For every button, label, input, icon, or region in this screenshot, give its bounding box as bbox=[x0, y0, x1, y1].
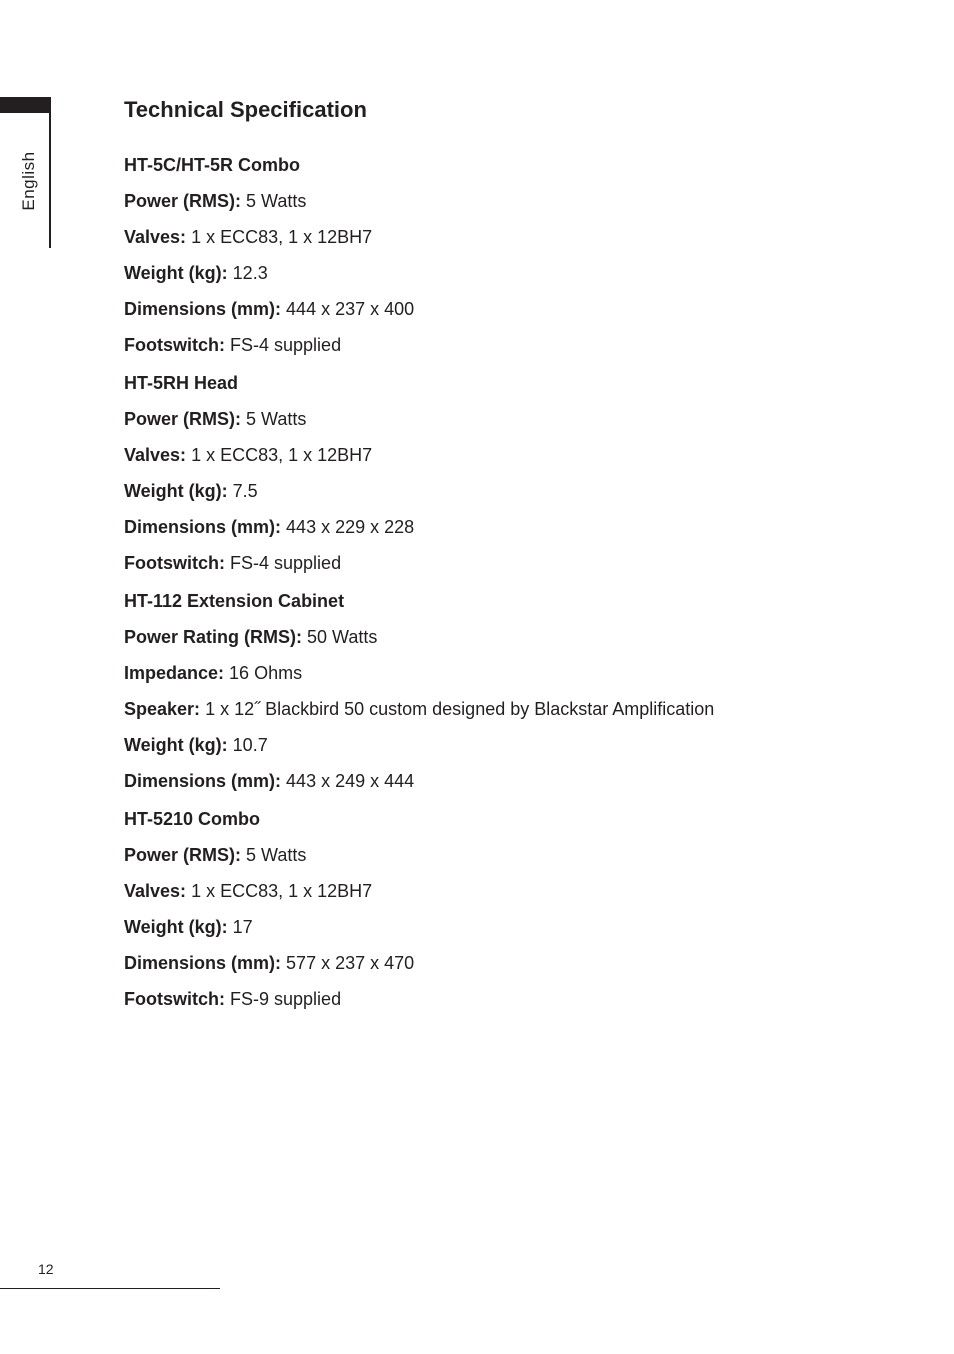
spec-value: 10.7 bbox=[232, 735, 268, 755]
spec-value: 1 x ECC83, 1 x 12BH7 bbox=[191, 227, 373, 247]
spec-value: 7.5 bbox=[232, 481, 258, 501]
spec-row bbox=[124, 735, 904, 755]
spec-key: Valves: bbox=[124, 227, 187, 247]
page-number: 12 bbox=[38, 1261, 54, 1277]
spec-value: 1 x ECC83, 1 x 12BH7 bbox=[191, 881, 373, 901]
side-tab-label: English bbox=[19, 151, 38, 211]
section-title: HT-112 Extension Cabinet bbox=[124, 591, 345, 611]
spec-section-ht5210 bbox=[124, 809, 904, 1009]
spec-key: Dimensions (mm): bbox=[124, 771, 282, 791]
spec-row bbox=[124, 881, 904, 901]
spec-key: Dimensions (mm): bbox=[124, 953, 282, 973]
spec-value: 443 x 249 x 444 bbox=[286, 771, 415, 791]
spec-value: FS-4 supplied bbox=[230, 553, 342, 573]
spec-value: FS-4 supplied bbox=[230, 335, 342, 355]
spec-key: Weight (kg): bbox=[124, 481, 228, 501]
spec-row bbox=[124, 663, 904, 683]
spec-key: Footswitch: bbox=[124, 335, 225, 355]
spec-value: 16 Ohms bbox=[229, 663, 303, 683]
spec-row bbox=[124, 263, 904, 283]
spec-value: 5 Watts bbox=[246, 191, 307, 211]
spec-value: 5 Watts bbox=[246, 845, 307, 865]
spec-value: 444 x 237 x 400 bbox=[286, 299, 415, 319]
spec-row bbox=[124, 699, 904, 719]
spec-key: Valves: bbox=[124, 881, 187, 901]
spec-row bbox=[124, 845, 904, 865]
spec-key: Weight (kg): bbox=[124, 263, 228, 283]
spec-row bbox=[124, 953, 904, 973]
section-title: HT-5C/HT-5R Combo bbox=[124, 155, 301, 175]
footer-rule bbox=[0, 1288, 220, 1289]
spec-value: 1 x 12˝ Blackbird 50 custom designed by Blackstar Amplification bbox=[205, 699, 715, 719]
spec-value: 577 x 237 x 470 bbox=[286, 953, 415, 973]
spec-key: Impedance: bbox=[124, 663, 225, 683]
spec-row bbox=[124, 299, 904, 319]
spec-row bbox=[124, 517, 904, 537]
spec-row bbox=[124, 481, 904, 501]
spec-key: Power (RMS): bbox=[124, 191, 241, 211]
spec-row bbox=[124, 335, 904, 355]
spec-value: 443 x 229 x 228 bbox=[286, 517, 415, 537]
spec-key: Footswitch: bbox=[124, 553, 225, 573]
spec-value: 17 bbox=[232, 917, 253, 937]
spec-key: Dimensions (mm): bbox=[124, 517, 282, 537]
spec-value: 1 x ECC83, 1 x 12BH7 bbox=[191, 445, 373, 465]
spec-value: 12.3 bbox=[232, 263, 268, 283]
spec-section-ht5rh bbox=[124, 373, 904, 573]
page-title: Technical Specification bbox=[124, 97, 367, 122]
spec-row bbox=[124, 409, 904, 429]
spec-row bbox=[124, 989, 904, 1009]
spec-key: Power (RMS): bbox=[124, 409, 241, 429]
spec-section-ht5c bbox=[124, 155, 904, 355]
spec-section-ht112 bbox=[124, 591, 904, 791]
spec-content bbox=[124, 96, 904, 1027]
section-title: HT-5RH Head bbox=[124, 373, 239, 393]
spec-row bbox=[124, 445, 904, 465]
section-title: HT-5210 Combo bbox=[124, 809, 261, 829]
spec-key: Dimensions (mm): bbox=[124, 299, 282, 319]
spec-value: 50 Watts bbox=[307, 627, 378, 647]
spec-row bbox=[124, 227, 904, 247]
spec-value: 5 Watts bbox=[246, 409, 307, 429]
spec-value: FS-9 supplied bbox=[230, 989, 342, 1009]
spec-key: Footswitch: bbox=[124, 989, 225, 1009]
spec-key: Weight (kg): bbox=[124, 917, 228, 937]
spec-row bbox=[124, 771, 904, 791]
spec-key: Valves: bbox=[124, 445, 187, 465]
spec-key: Weight (kg): bbox=[124, 735, 228, 755]
spec-row bbox=[124, 191, 904, 211]
spec-key: Power Rating (RMS): bbox=[124, 627, 302, 647]
side-tab-rule bbox=[49, 113, 51, 248]
spec-key: Power (RMS): bbox=[124, 845, 241, 865]
side-tab-bar bbox=[0, 97, 51, 113]
spec-row bbox=[124, 917, 904, 937]
spec-row bbox=[124, 627, 904, 647]
spec-key: Speaker: bbox=[124, 699, 201, 719]
spec-row bbox=[124, 553, 904, 573]
